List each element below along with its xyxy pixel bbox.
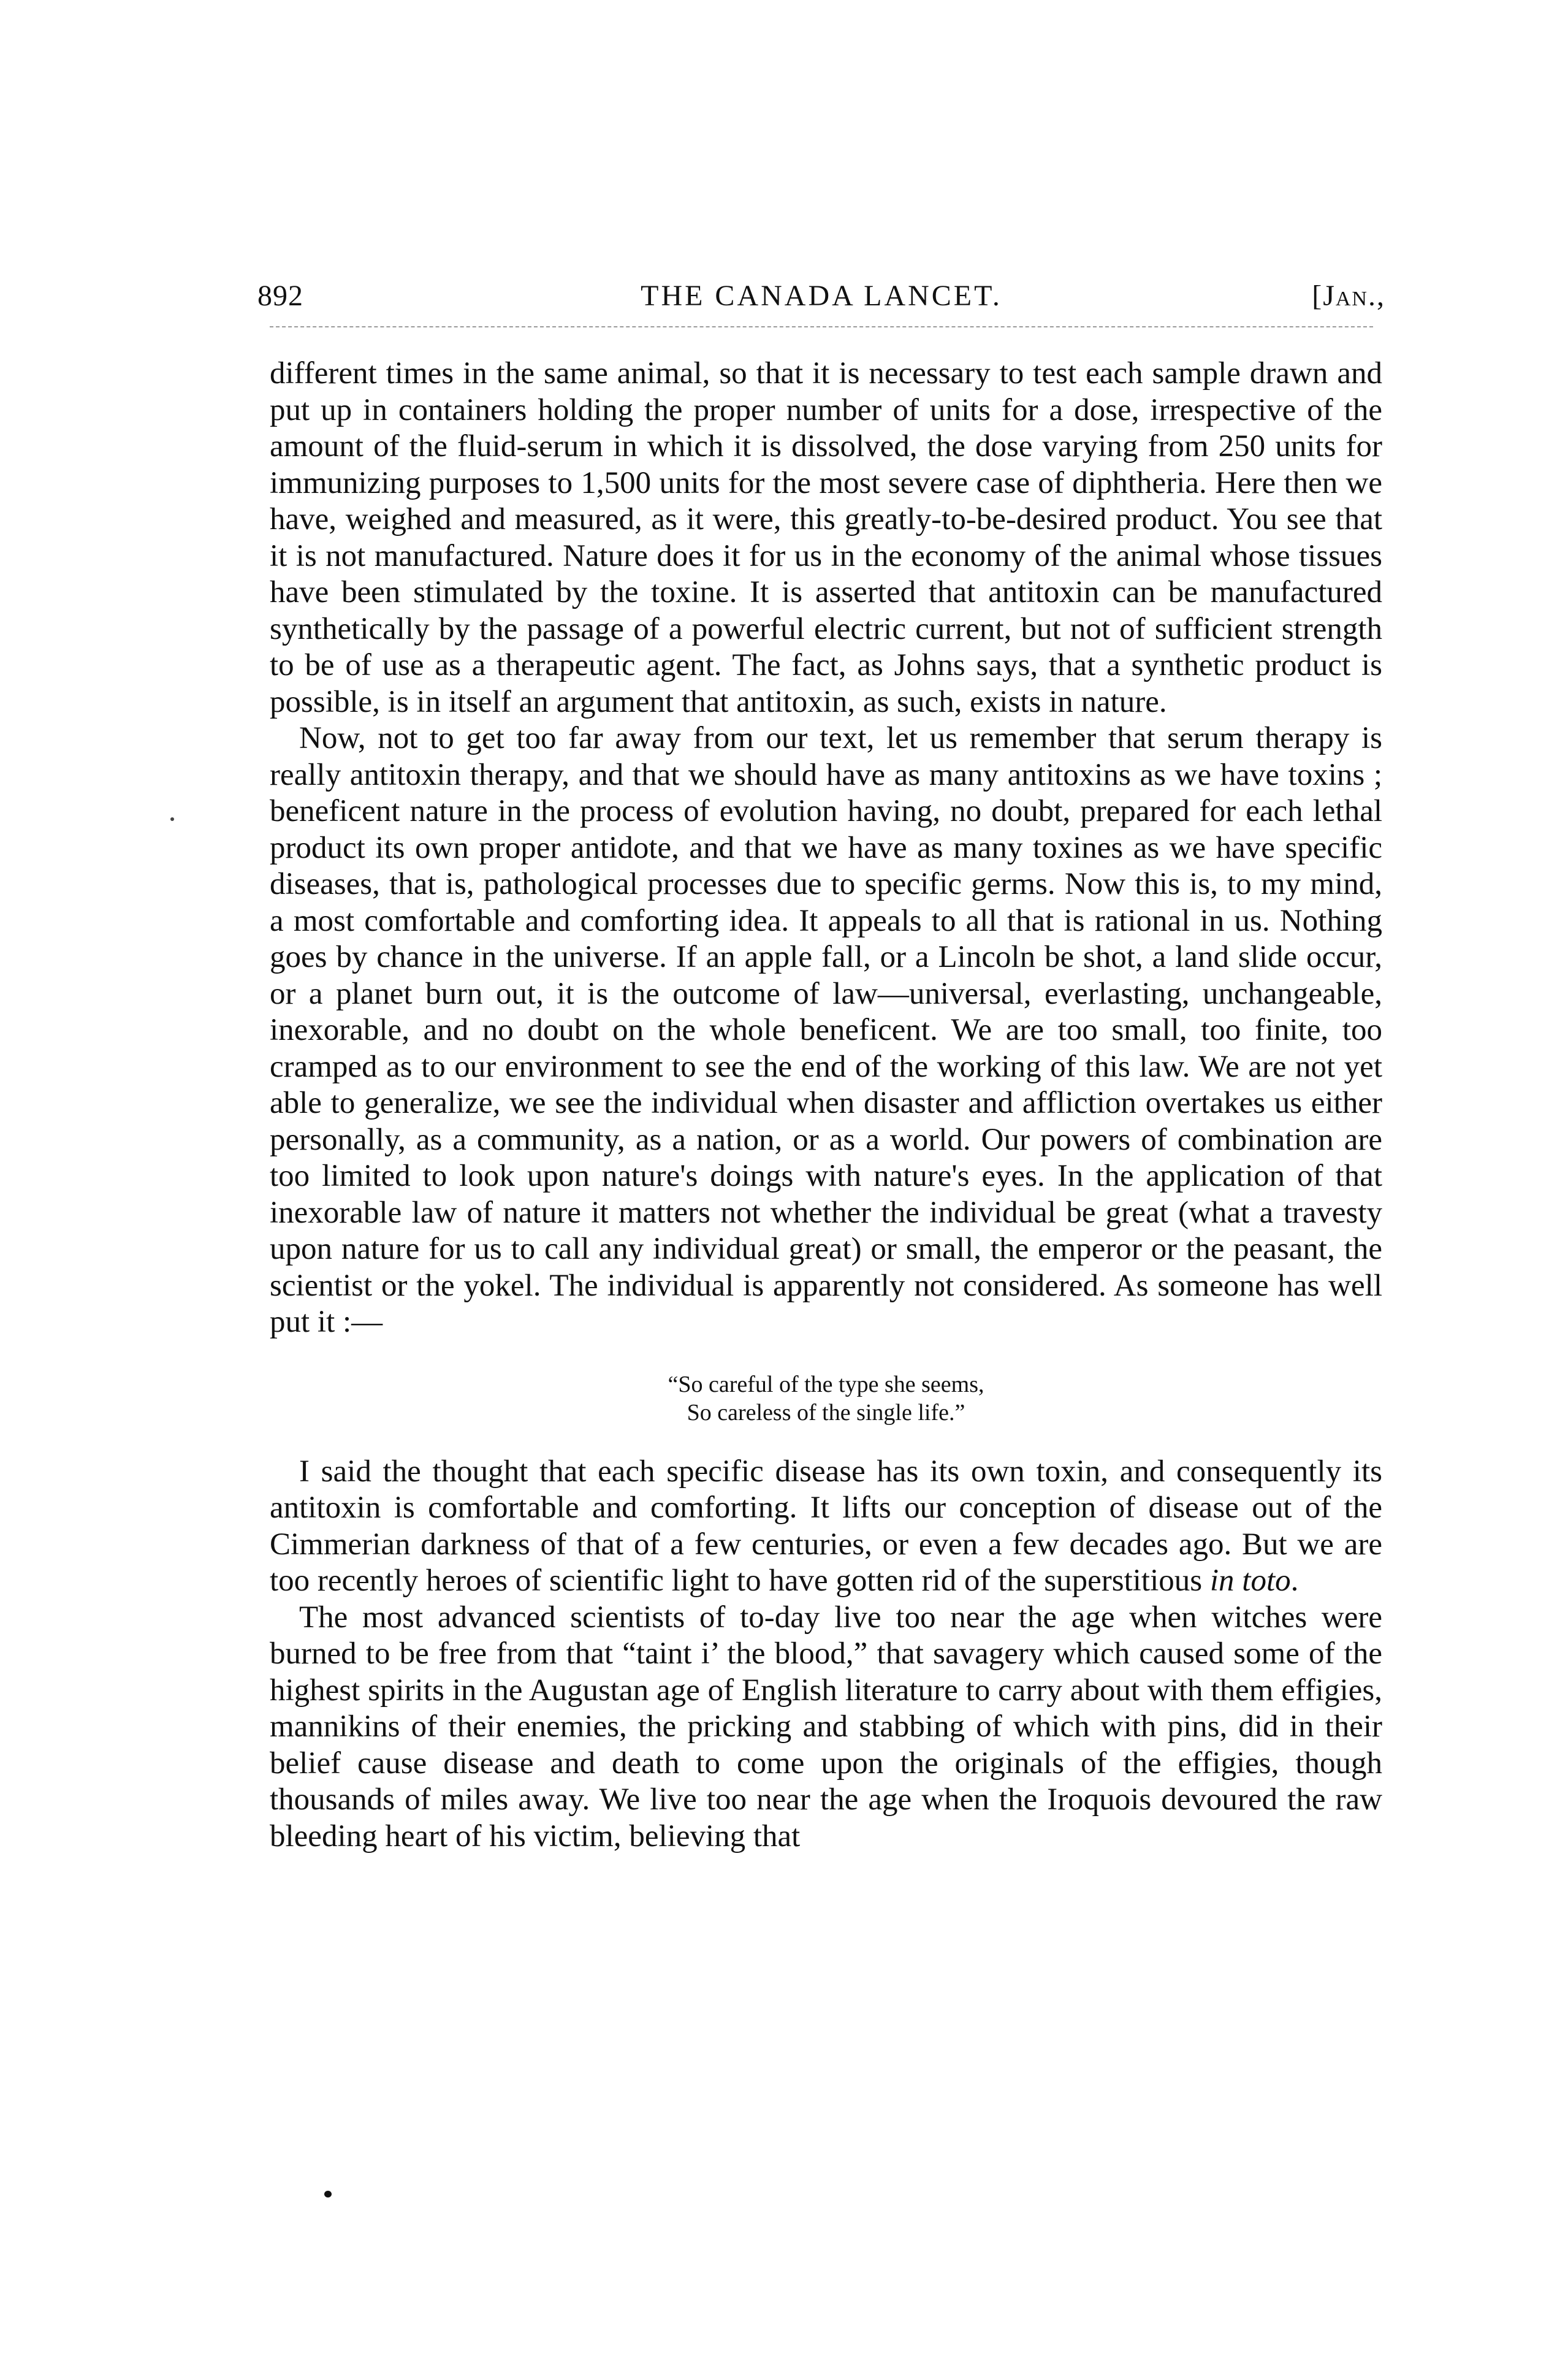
article-body <box>270 356 1382 1855</box>
paragraph-3-text: I said the thought that each specific disease has its own toxin, and consequently its antitoxin is comfortable and comforting. It lifts our conception of disease out of the Cimmerian darkness of that of a few centuries, or even a few decades ago. But we are too recently heroes of scientific light to have gotten rid of the superstitious <box>270 1454 1382 1598</box>
running-header <box>257 279 1385 322</box>
ink-smudge <box>324 2191 332 2197</box>
print-speck <box>170 817 174 821</box>
paragraph-3-italic: in toto <box>1209 1563 1291 1598</box>
paragraph-4: The most advanced scientists of to-day live too near the age when witches were burned to be free from that “taint i’ the blood,” that savagery which caused some of the highest spirits in the Augustan age of English literature to carry about with them effigies, mannikins of their enemies, the pricking and stabbing of which with pins, did in their belief cause disease and death to come upon the originals of the effigies, though thousands of miles away. We live too near the age when the Iroquois devoured the raw bleeding heart of his victim, believing that <box>270 1600 1382 1854</box>
verse-quote <box>270 1370 1382 1427</box>
header-rule <box>270 326 1373 327</box>
quote-line-2: So careless of the single life.” <box>687 1399 965 1426</box>
paragraph-1: different times in the same animal, so that it is necessary to test each sample drawn and put up in containers holding the proper number of units for a dose, irrespective of the amount of the fluid-serum in which it is dissolved, the dose varying from 250 units for immunizing purposes to 1,500 units for the most severe case of diphtheria. Here then we have, weighed and measured, as it were, this greatly-to-be-desired product. You see that it is not manufactured. Nature does it for us in the economy of the animal whose tissues have been stimulated by the toxine. It is asserted that antitoxin can be manufactured synthetically by the passage of a powerful electric current, but not of sufficient strength to be of use as a therapeutic agent. The fact, as Johns says, that a synthetic product is possible, is in itself an argument that antitoxin, as such, exists in nature. <box>270 356 1382 719</box>
issue-month: [Jan., <box>1312 280 1385 312</box>
journal-title: THE CANADA LANCET. <box>641 280 1002 312</box>
paragraph-3 <box>270 1454 1382 1600</box>
quote-line-1: “So careful of the type she seems, <box>668 1371 984 1397</box>
page-number: 892 <box>257 280 303 312</box>
paragraph-2: Now, not to get too far away from our text, let us remember that serum therapy is really antitoxin therapy, and that we should have as many antitoxins as we have toxins ; beneficent nature in the process of evolution having, no doubt, prepared for each lethal product its own proper antidote, and that we have as many toxines as we have specific diseases, that is, pathological processes due to specific germs. Now this is, to my mind, a most comfortable and comforting idea. It appeals to all that is rational in us. Nothing goes by chance in the universe. If an apple fall, or a Lincoln be shot, a land slide occur, or a planet burn out, it is the outcome of law—universal, everlasting, unchangeable, inexorable, and no doubt on the whole beneficent. We are too small, too finite, too cramped as to our environment to see the end of the working of this law. We are not yet able to generalize, we see the individual when disaster and affliction overtakes us either personally, as a community, as a nation, or as a world. Our powers of combination are too limited to look upon nature's doings with nature's eyes. In the application of that inexorable law of nature it matters not whether the individual be great (what a travesty upon nature for us to call any individual great) or small, the emperor or the peasant, the scientist or the yokel. The individual is apparently not considered. As someone has well put it :— <box>270 721 1382 1339</box>
paragraph-3-end: . <box>1290 1563 1299 1598</box>
